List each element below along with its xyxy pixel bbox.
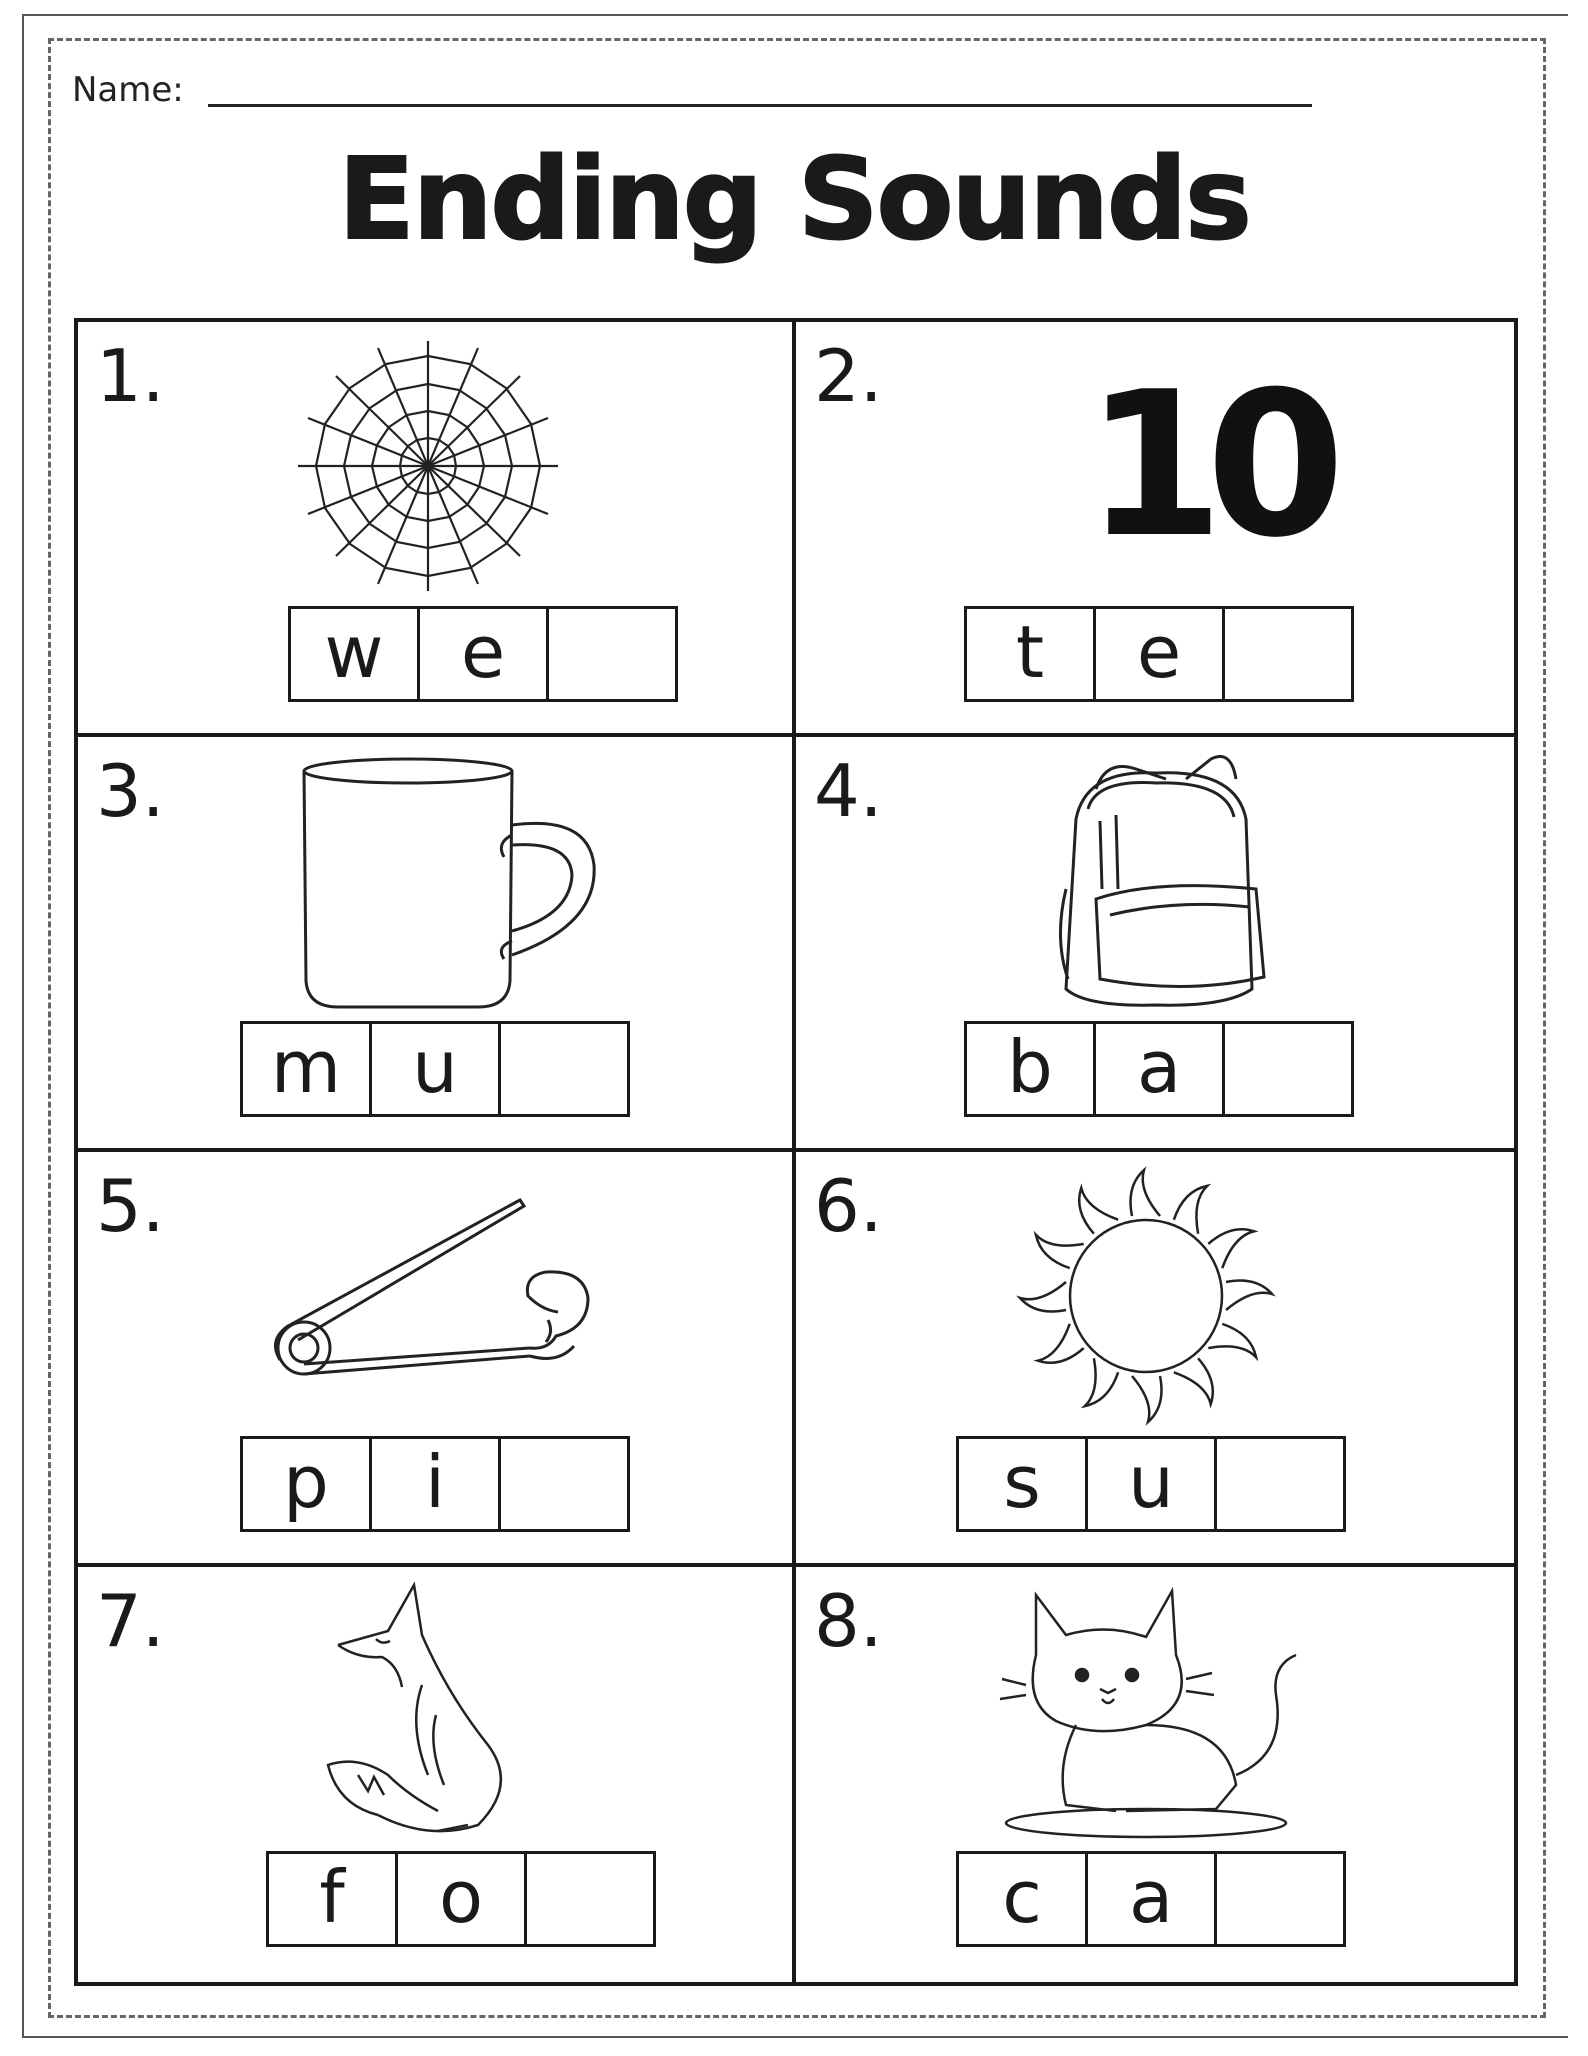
letter-boxes bbox=[240, 1436, 630, 1532]
letter-box: o bbox=[398, 1854, 527, 1944]
letter-box: u bbox=[1088, 1439, 1217, 1529]
exercise-cell bbox=[796, 1567, 1514, 1982]
letter-boxes bbox=[964, 606, 1354, 702]
exercise-cell bbox=[796, 322, 1514, 737]
exercise-cell bbox=[796, 1152, 1514, 1567]
name-write-line[interactable] bbox=[208, 104, 1312, 107]
answer-box[interactable] bbox=[501, 1024, 627, 1114]
exercise-number: 8. bbox=[814, 1579, 883, 1663]
letter-boxes bbox=[956, 1436, 1346, 1532]
exercise-number: 7. bbox=[96, 1579, 165, 1663]
exercise-number: 2. bbox=[814, 334, 883, 418]
answer-box[interactable] bbox=[1217, 1439, 1343, 1529]
exercise-cell bbox=[78, 1152, 796, 1567]
sun-icon bbox=[996, 1160, 1296, 1432]
letter-box: a bbox=[1096, 1024, 1225, 1114]
letter-box: m bbox=[243, 1024, 372, 1114]
answer-box[interactable] bbox=[501, 1439, 627, 1529]
exercise-cell bbox=[78, 737, 796, 1152]
answer-box[interactable] bbox=[1217, 1854, 1343, 1944]
answer-box[interactable] bbox=[1225, 609, 1351, 699]
letter-box: w bbox=[291, 609, 420, 699]
letter-box: a bbox=[1088, 1854, 1217, 1944]
name-label: Name: bbox=[72, 70, 184, 110]
letter-box: e bbox=[1096, 609, 1225, 699]
exercise-number: 4. bbox=[814, 749, 883, 833]
letter-box: t bbox=[967, 609, 1096, 699]
letter-boxes bbox=[964, 1021, 1354, 1117]
letter-boxes bbox=[266, 1851, 656, 1947]
number-ten-text: 10 bbox=[1084, 349, 1328, 582]
letter-box: e bbox=[420, 609, 549, 699]
number-ten-icon bbox=[1056, 330, 1356, 602]
backpack-icon bbox=[1036, 739, 1336, 1011]
mug-icon bbox=[298, 745, 598, 1017]
spider-web-icon bbox=[278, 330, 578, 602]
letter-box: b bbox=[967, 1024, 1096, 1114]
answer-box[interactable] bbox=[549, 609, 675, 699]
letter-boxes bbox=[240, 1021, 630, 1117]
letter-box: p bbox=[243, 1439, 372, 1529]
cat-icon bbox=[996, 1575, 1326, 1847]
exercise-cell bbox=[78, 1567, 796, 1982]
exercise-number: 3. bbox=[96, 749, 165, 833]
letter-box: i bbox=[372, 1439, 501, 1529]
answer-box[interactable] bbox=[527, 1854, 653, 1944]
fox-icon bbox=[318, 1575, 618, 1847]
exercise-number: 1. bbox=[96, 334, 165, 418]
letter-box: c bbox=[959, 1854, 1088, 1944]
exercise-cell bbox=[78, 322, 796, 737]
letter-box: f bbox=[269, 1854, 398, 1944]
safety-pin-icon bbox=[258, 1160, 618, 1432]
worksheet-title: Ending Sounds bbox=[338, 135, 1250, 265]
answer-box[interactable] bbox=[1225, 1024, 1351, 1114]
letter-boxes bbox=[956, 1851, 1346, 1947]
exercise-number: 6. bbox=[814, 1164, 883, 1248]
exercise-number: 5. bbox=[96, 1164, 165, 1248]
exercise-cell bbox=[796, 737, 1514, 1152]
letter-box: u bbox=[372, 1024, 501, 1114]
letter-box: s bbox=[959, 1439, 1088, 1529]
name-row bbox=[72, 70, 1312, 110]
exercise-grid bbox=[74, 318, 1518, 1986]
letter-boxes bbox=[288, 606, 678, 702]
